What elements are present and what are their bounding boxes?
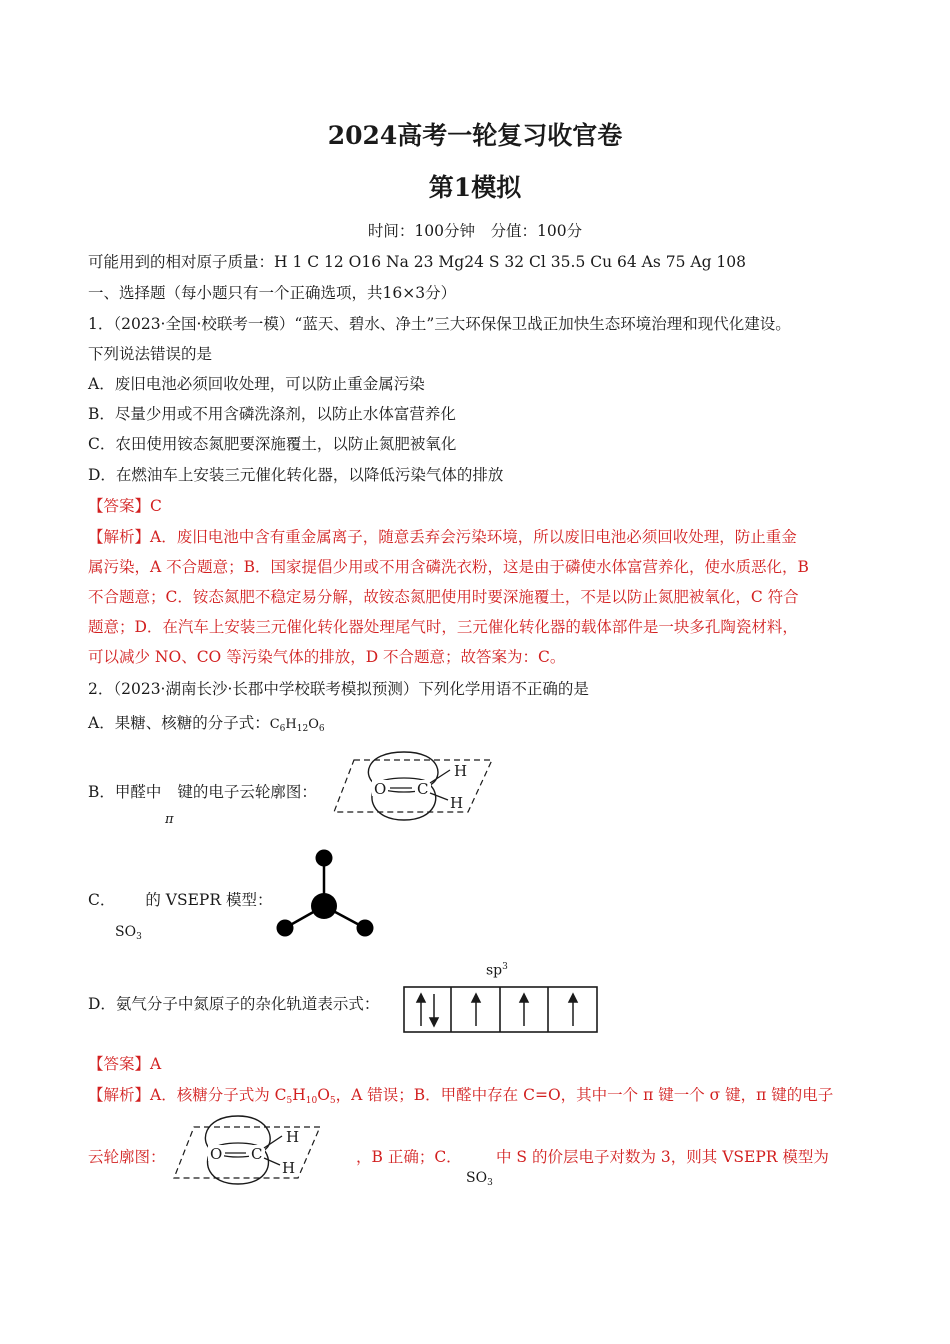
q1-option-d: D．在燃油车上安装三元催化转化器，以降低污染气体的排放 [88,466,504,484]
sp3-orbital-diagram [403,986,599,1034]
q1-answer: 【答案】C [88,497,162,515]
q1-analysis-line: 【解析】A．废旧电池中含有重金属离子，随意丢弃会污染环境，所以废旧电池必须回收处理，防止重金 [88,528,797,546]
svg-text:O: O [374,780,387,798]
svg-text:C: C [417,780,429,798]
q2-answer: 【答案】A [88,1055,162,1073]
svg-text:H: H [282,1159,296,1177]
q1-stem-line2: 下列说法错误的是 [88,345,213,363]
svg-text:H: H [286,1128,300,1146]
exam-title: 2024高考一轮复习收官卷 [327,121,623,150]
q2-stem: 2．（2023·湖南长沙·长郡中学校联考模拟预测）下列化学用语不正确的是 [88,680,589,698]
q2-analysis-line2-end: 中 S 的价层电子对数为 3，则其 VSEPR 模型为 [496,1148,829,1166]
svg-text:H: H [454,762,468,780]
pi-symbol: π [165,812,174,827]
section-heading: 一、选择题（每小题只有一个正确选项，共16×3分） [88,284,457,302]
q1-stem-line1: 1．（2023·全国·校联考一模）“蓝天、碧水、净土”三大环保保卫战正加快生态环境治理和现代化建设。 [88,315,791,333]
q2-option-a-label: A．果糖、核糖的分子式： [88,714,270,732]
q1-option-b: B．尽量少用或不用含磷洗涤剂，以防止水体富营养化 [88,405,456,423]
q2-option-d-text: D．氨气分子中氮原子的杂化轨道表示式： [88,995,380,1013]
q2-option-c-text: C． 的 VSEPR 模型： [88,891,273,909]
q2-option-a [88,711,325,734]
svg-text:C: C [251,1145,263,1163]
so3-formula: $SO_3$ [115,924,142,942]
svg-text:H: H [450,794,464,812]
svg-text:O: O [210,1145,223,1163]
so3-formula-analysis: $SO_3$ [466,1170,493,1188]
exam-subtitle: 第1模拟 [428,173,522,202]
q1-option-c: C．农田使用铵态氮肥要深施覆土，以防止氮肥被氧化 [88,435,457,453]
atomic-masses: 可能用到的相对原子质量：H 1 C 12 O16 Na 23 Mg24 S 32 Cl 35.5 Cu 64 As 75 Ag 108 [88,253,747,271]
q1-analysis-line: 属污染，A 不合题意；B．国家提倡少用或不用含磷洗衣粉，这是由于磷使水体富营养化，使水质恶化，B [88,558,809,576]
formaldehyde-pi-cloud-diagram [332,748,492,828]
q2-analysis-line2-start: 云轮廓图： [88,1148,166,1166]
q2-analysis-line2-mid: ，B 正确；C． [356,1148,462,1166]
so3-vsepr-model [272,848,382,948]
q1-analysis-line: 可以减少 NO、CO 等污染气体的排放，D 不合题意；故答案为：C。 [88,648,566,666]
formula-c6h12o6: $C_6H_{12}O_6$ [269,717,325,734]
q2-analysis-line1: 【解析】A．核糖分子式为 $C_5H_{10}O_5$，A 错误；B．甲醛中存在 C=O，其中一个 π 键一个 σ 键，π 键的电子 [88,1086,834,1106]
q1-option-a: A．废旧电池必须回收处理，可以防止重金属污染 [88,375,425,393]
q1-analysis-line: 不合题意；C．铵态氮肥不稳定易分解，故铵态氮肥使用时要深施覆土，不是以防止氮肥被氧化，C 符合 [88,588,799,606]
formaldehyde-pi-cloud-diagram-analysis [172,1110,322,1186]
exam-meta: 时间：100分钟 分值：100分 [367,222,583,240]
q1-analysis-line: 题意；D．在汽车上安装三元催化转化器处理尾气时，三元催化转化器的载体部件是一块多孔陶瓷材料， [88,618,798,636]
q2-option-b-text: B．甲醛中 键的电子云轮廓图： [88,783,317,801]
sp3-label: $sp^3$ [486,962,508,979]
